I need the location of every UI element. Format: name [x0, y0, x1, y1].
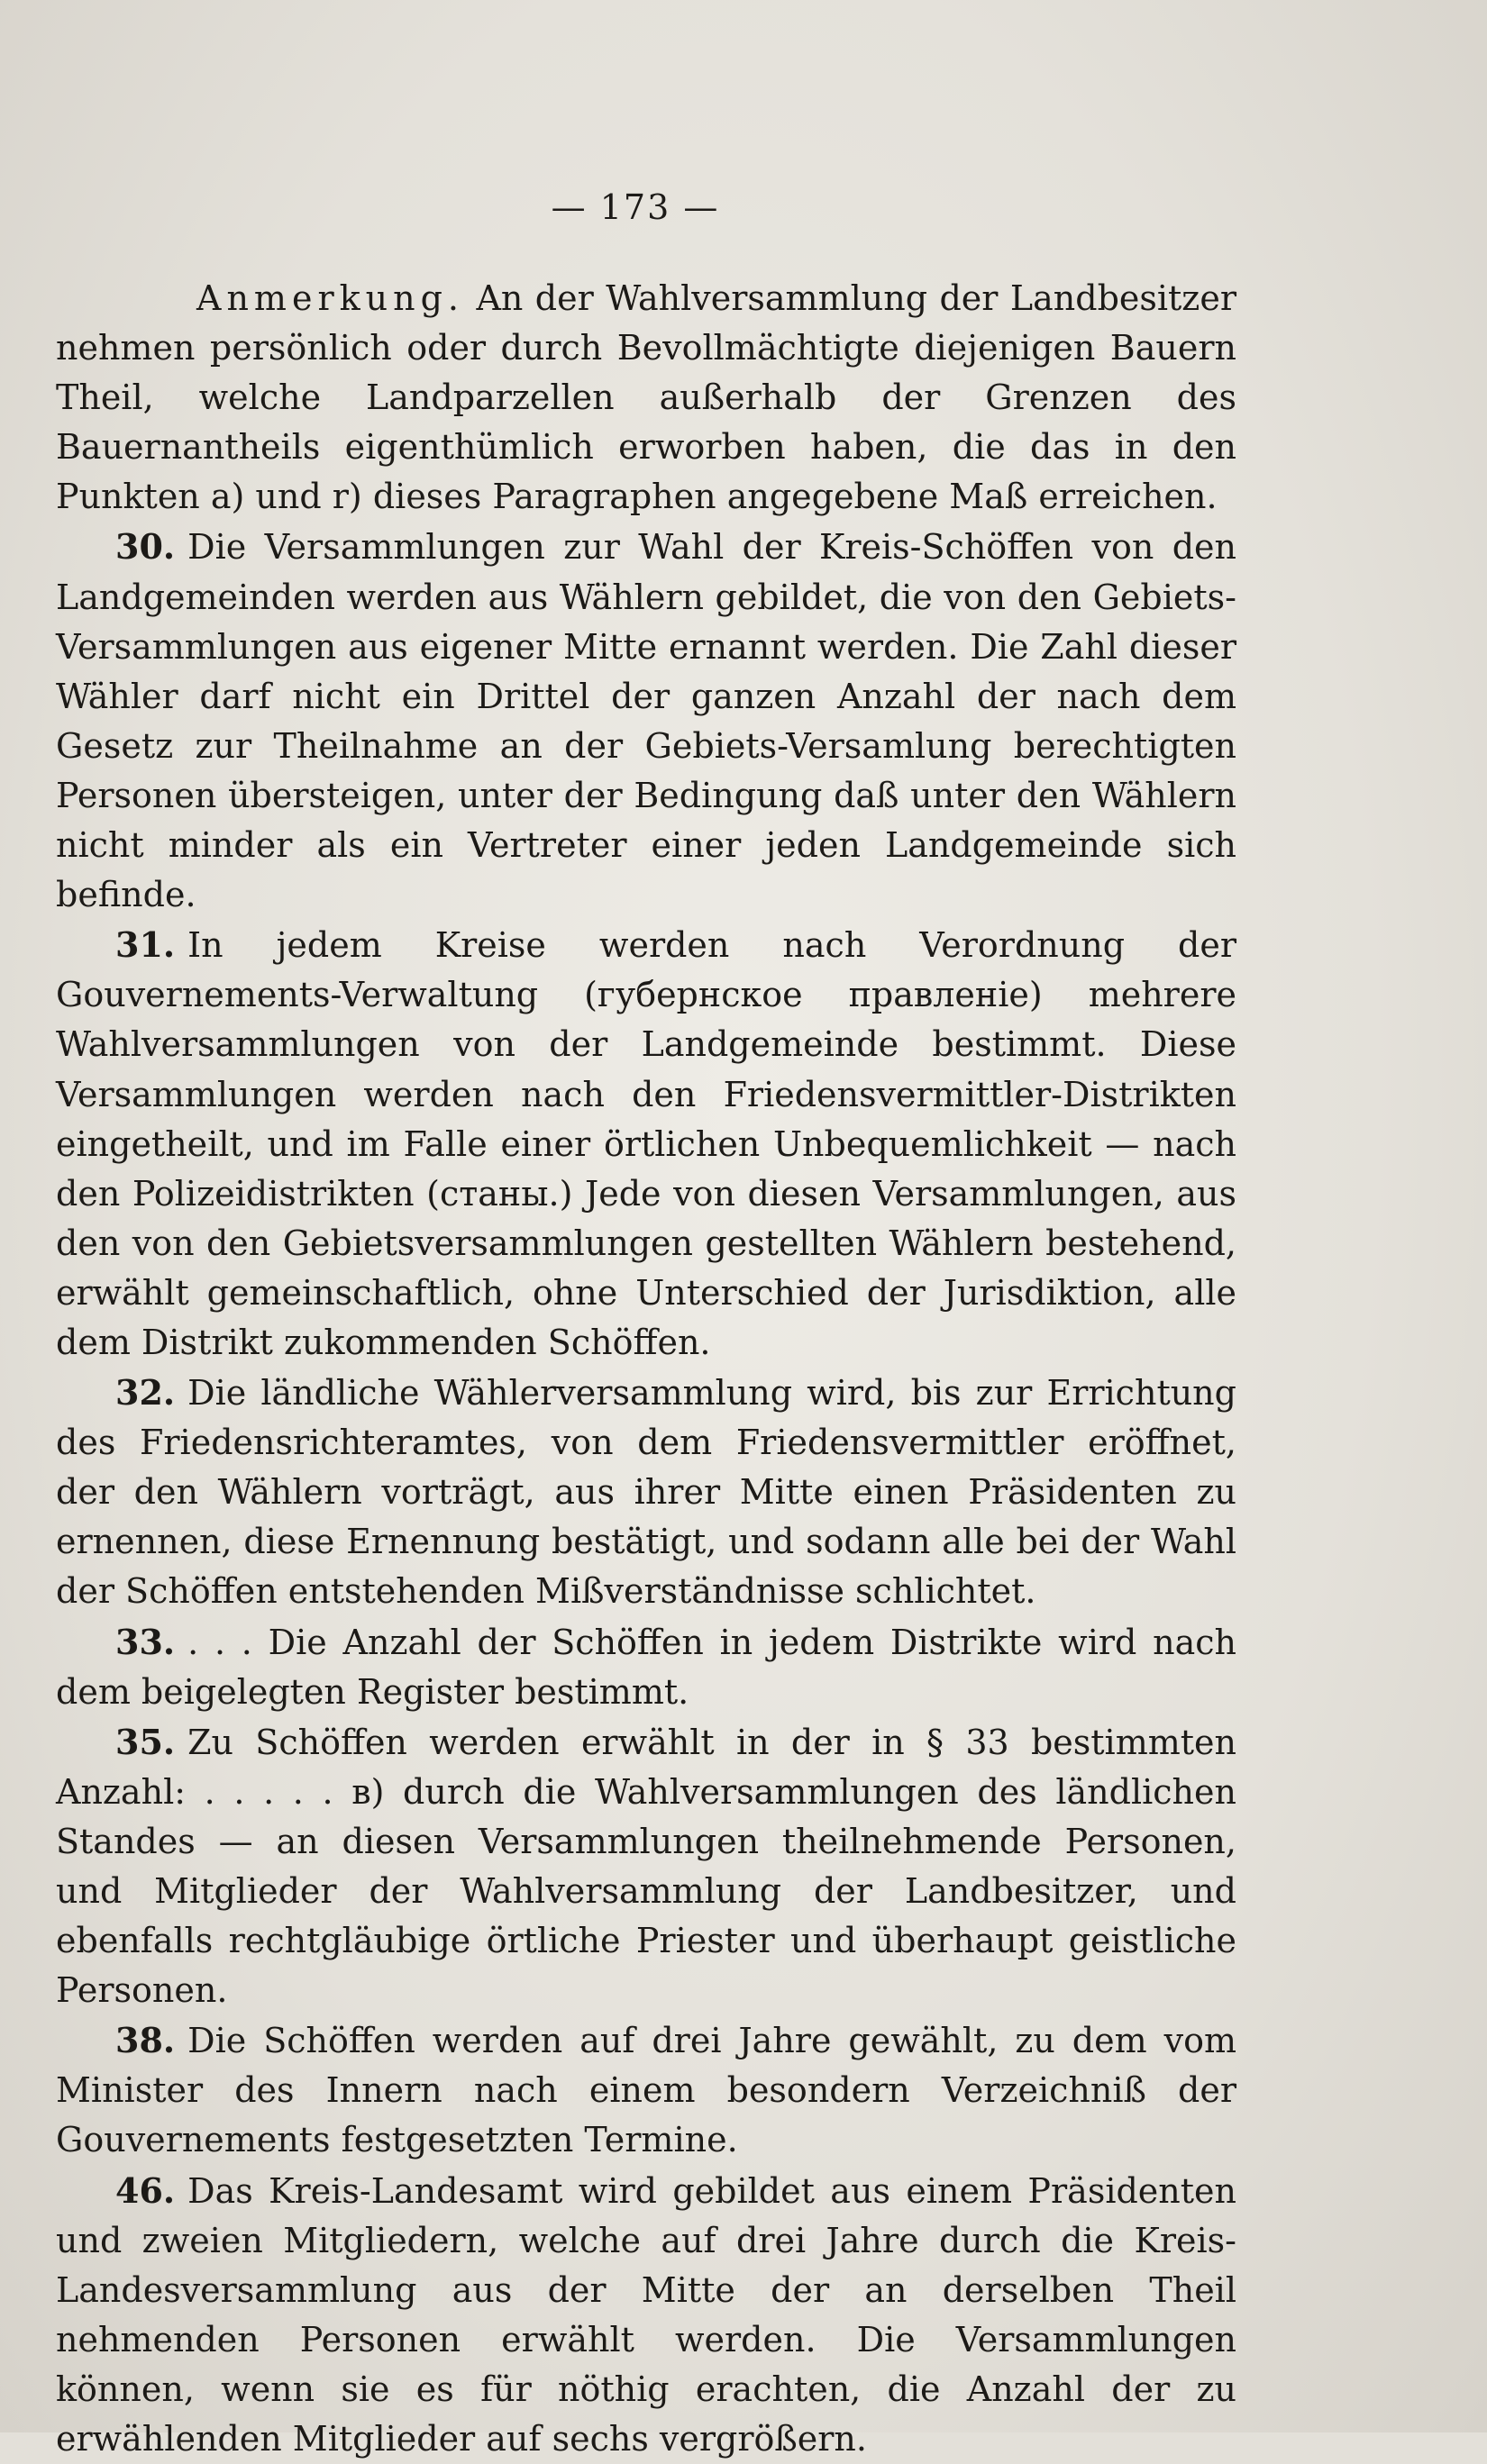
- paragraph-lead: Anmerkung.: [196, 278, 464, 318]
- paragraph-number: 31.: [115, 924, 176, 966]
- text-block: [56, 274, 1236, 2464]
- paragraph-number: 30.: [115, 526, 176, 568]
- paragraph-46: [56, 2166, 1236, 2464]
- paragraph-text: Die ländliche Wählerversammlung wird, bis zur Errichtung des Friedensrichteramtes, von dem Friedensvermittler eröffnet, der den Wählern vorträgt, aus ihrer Mitte einen Präsidenten zu ernennen, diese Ernennung bestätigt, und sodann alle bei der Wahl der Schöffen entstehenden Mißverständnisse schlichtet.: [56, 1373, 1236, 1612]
- paragraph-32: [56, 1368, 1236, 1616]
- paragraph-number: 33.: [115, 1621, 176, 1662]
- paragraph-text: Die Schöffen werden auf drei Jahre gewählt, zu dem vom Minister des Innern nach einem besondern Verzeichniß der Gouvernements festgesetzten Termine.: [56, 2021, 1236, 2160]
- paragraph-text: In jedem Kreise werden nach Verordnung der Gouvernements-Verwaltung (губернское правленіе) mehrere Wahlversammlungen von der Landgemeinde bestimmt. Diese Versammlungen werden nach den Friedensvermittler-Distrikten eingetheilt, und im Falle einer örtlichen Unbequemlichkeit — nach den Polizeidistrikten (станы.) Jede von diesen Versammlungen, aus den von den Gebietsversammlungen gestellten Wählern bestehend, erwählt gemeinschaftlich, ohne Unterschied der Jurisdiktion, alle dem Distrikt zukommenden Schöffen.: [56, 925, 1236, 1362]
- paragraph-text: Die Versammlungen zur Wahl der Kreis-Schöffen von den Landgemeinden werden aus Wählern gebildet, die von den Gebiets-Versammlungen aus eigener Mitte ernannt werden. Die Zahl dieser Wähler darf nicht ein Drittel der ganzen Anzahl der nach dem Gesetz zur Theilnahme an der Gebiets-Versamlung berechtigten Personen übersteigen, unter der Bedingung daß unter den Wählern nicht minder als ein Vertreter einer jeden Landgemeinde sich befinde.: [56, 527, 1236, 915]
- paragraph-number: 46.: [115, 2169, 176, 2211]
- paragraph-33: [56, 1617, 1236, 1717]
- paragraph-38: [56, 2015, 1236, 2165]
- paragraph-text: An der Wahlversammlung der Landbesitzer nehmen persönlich oder durch Bevollmächtigte diejenigen Bauern Theil, welche Landparzellen außerhalb der Grenzen des Bauernantheils eigenthümlich erworben haben, die das in den Punkten a) und r) dieses Paragraphen angegebene Maß erreichen.: [56, 278, 1236, 517]
- paragraph-31: [56, 920, 1236, 1368]
- paragraph-35: [56, 1717, 1236, 2016]
- paragraph-number: 35.: [115, 1721, 176, 1762]
- paragraph-number: 38.: [115, 2020, 176, 2061]
- paragraph-anmerkung: [56, 274, 1236, 522]
- paragraph-30: [56, 522, 1236, 920]
- paragraph-text: . . . Die Anzahl der Schöffen in jedem Distrikte wird nach dem beigelegten Register bestimmt.: [56, 1622, 1236, 1712]
- paragraph-text: Zu Schöffen werden erwählt in der in § 33 bestimmten Anzahl: . . . . . в) durch die Wahlversammlungen des ländlichen Standes — an diesen Versammlungen theilnehmende Personen, und Mitglieder der Wahlversammlung der Landbesitzer, und ebenfalls rechtgläubige örtliche Priester und überhaupt geistliche Personen.: [56, 1722, 1236, 2011]
- paragraph-text: Das Kreis-Landesamt wird gebildet aus einem Präsidenten und zweien Mitgliedern, welche auf drei Jahre durch die Kreis-Landesversammlung aus der Mitte der an derselben Theil nehmenden Personen erwählt werden. Die Versammlungen können, wenn sie es für nöthig erachten, die Anzahl der zu erwählenden Mitglieder auf sechs vergrößern.: [56, 2170, 1236, 2459]
- paragraph-number: 32.: [115, 1372, 176, 1414]
- page-number: — 173 —: [551, 187, 720, 227]
